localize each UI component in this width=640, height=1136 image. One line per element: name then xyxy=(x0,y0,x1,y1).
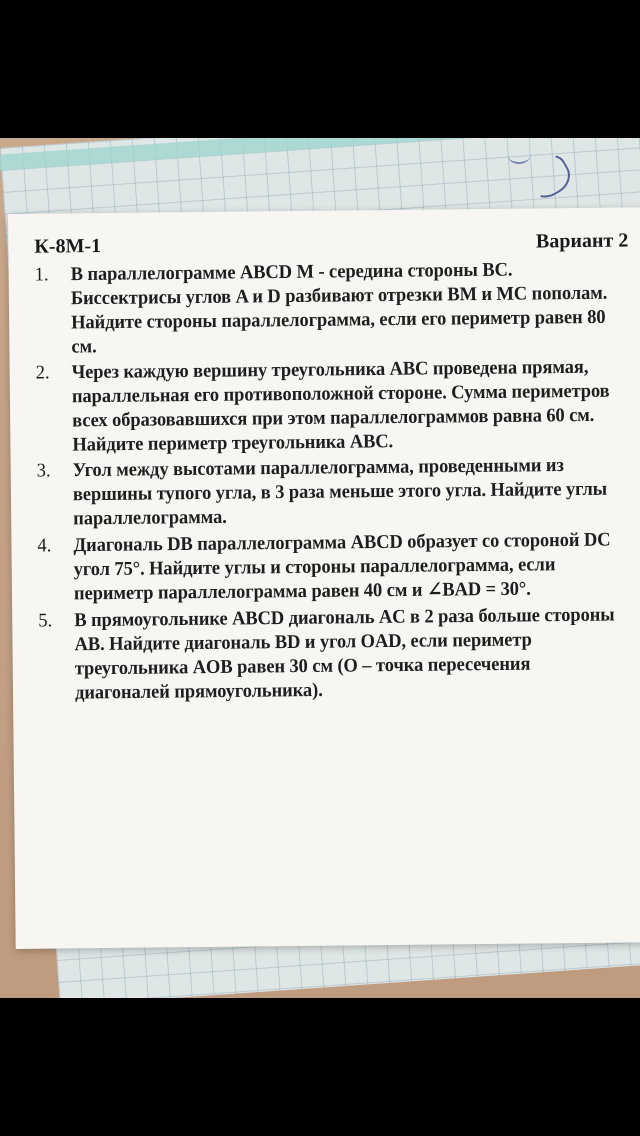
problem-item xyxy=(37,529,628,608)
problem-text: Угол между высотами параллелограмма, проведенными из вершины тупого угла, в 3 раза меньше этого угла. Найдите углы параллелограмма. xyxy=(72,455,608,530)
problem-number: 1. xyxy=(34,264,49,286)
photo xyxy=(0,138,640,998)
problem-item xyxy=(37,454,628,533)
problem-text: В параллелограмме ABCD M - середина стороны BC. Биссектрисы углов A и D разбивают отрезки BM и MC пополам. Найдите стороны параллелограмма, если его периметр равен 80 см. xyxy=(70,259,608,358)
worksheet xyxy=(8,207,640,949)
problem-item xyxy=(38,604,629,707)
problem-number: 4. xyxy=(37,535,52,557)
problem-number: 5. xyxy=(38,610,53,632)
worksheet-code: К-8М-1 xyxy=(34,234,102,258)
worksheet-header xyxy=(34,226,628,262)
problem-text: В прямоугольнике ABCD диагональ AC в 2 раза больше стороны AB. Найдите диагональ BD и угол OAD, если периметр треугольника AOB равен 30 см (O – точка пересечения диагоналей прямоугольника). xyxy=(74,604,615,704)
problem-item xyxy=(35,258,626,361)
problem-number: 2. xyxy=(35,362,50,384)
problem-number: 3. xyxy=(36,460,51,482)
problem-text: Через каждую вершину треугольника ABC проведена прямая, параллельная его противоположной стороне. Сумма периметров всех образовавшихся при этом параллелограммов равна 60 см. Найдите периметр треугольника ABC. xyxy=(71,356,610,456)
pen-mark-icon xyxy=(508,148,530,164)
worksheet-variant: Вариант 2 xyxy=(535,229,629,252)
problem-item xyxy=(36,356,627,459)
problem-text: Диагональ DB параллелограмма ABCD образует со стороной DC угол 75°. Найдите углы и стороны параллелограмма, если периметр параллелограмма равен 40 см и ∠BAD = 30°. xyxy=(73,529,611,605)
problem-list xyxy=(35,258,630,708)
